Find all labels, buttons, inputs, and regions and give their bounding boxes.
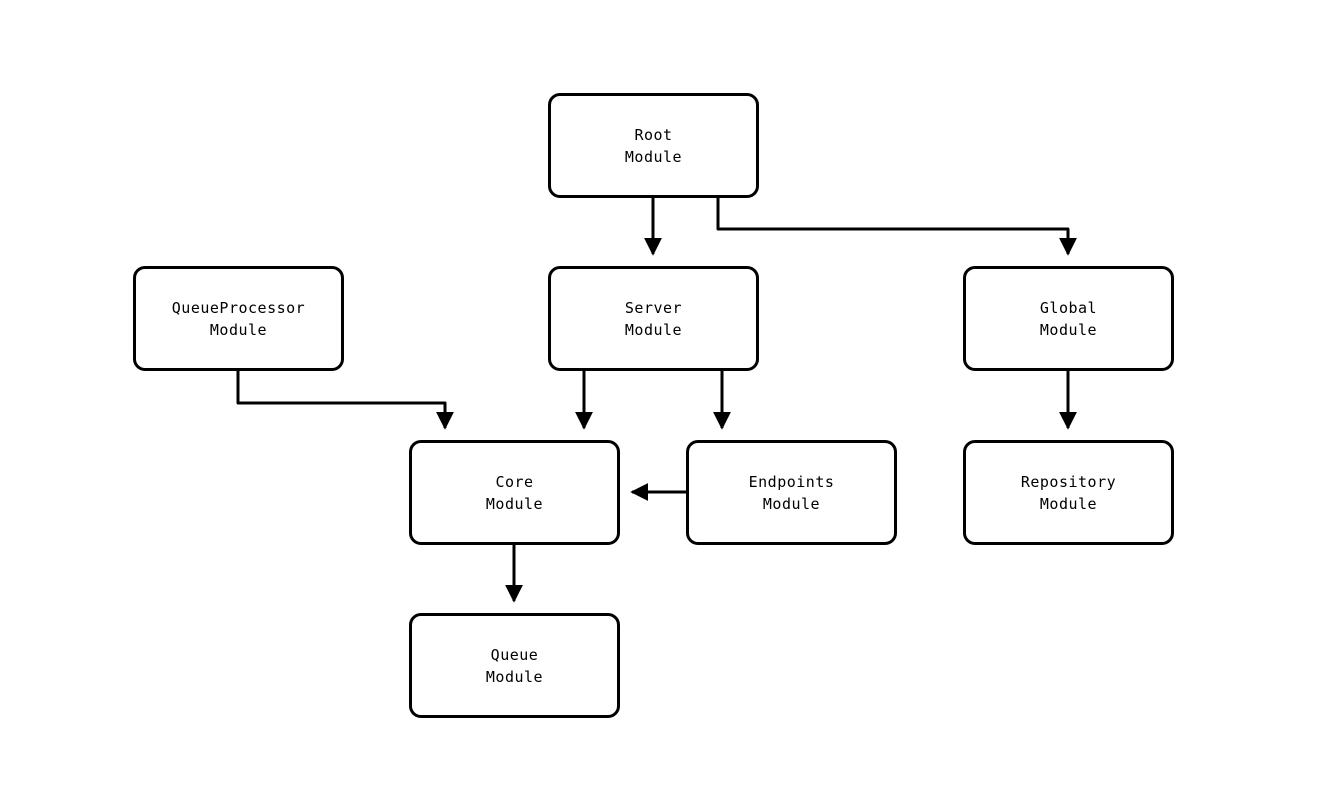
node-queueprocessor-module-line1: QueueProcessor [171,298,306,317]
node-queue-module[interactable] [409,613,620,718]
node-core-module[interactable] [409,440,620,545]
edge-queueprocessor-to-core [238,371,445,428]
node-root-module[interactable] [548,93,759,198]
node-core-module-line1: Core [495,472,534,491]
node-global-module-line2: Module [1039,320,1098,339]
node-global-module[interactable] [963,266,1174,371]
node-repository-module-line1: Repository [1020,472,1117,491]
node-endpoints-module-line1: Endpoints [748,472,835,491]
node-queueprocessor-module[interactable] [133,266,344,371]
node-root-module-line2: Module [624,147,683,166]
node-global-module-line1: Global [1039,298,1098,317]
node-queue-module-line1: Queue [490,645,539,664]
node-root-module-line1: Root [634,125,673,144]
node-server-module[interactable] [548,266,759,371]
node-endpoints-module-line2: Module [762,494,821,513]
node-repository-module[interactable] [963,440,1174,545]
node-core-module-line2: Module [485,494,544,513]
node-queue-module-line2: Module [485,667,544,686]
node-server-module-line1: Server [624,298,683,317]
node-server-module-line2: Module [624,320,683,339]
node-repository-module-line2: Module [1039,494,1098,513]
edge-root-to-global [718,198,1068,254]
node-endpoints-module[interactable] [686,440,897,545]
node-queueprocessor-module-line2: Module [209,320,268,339]
